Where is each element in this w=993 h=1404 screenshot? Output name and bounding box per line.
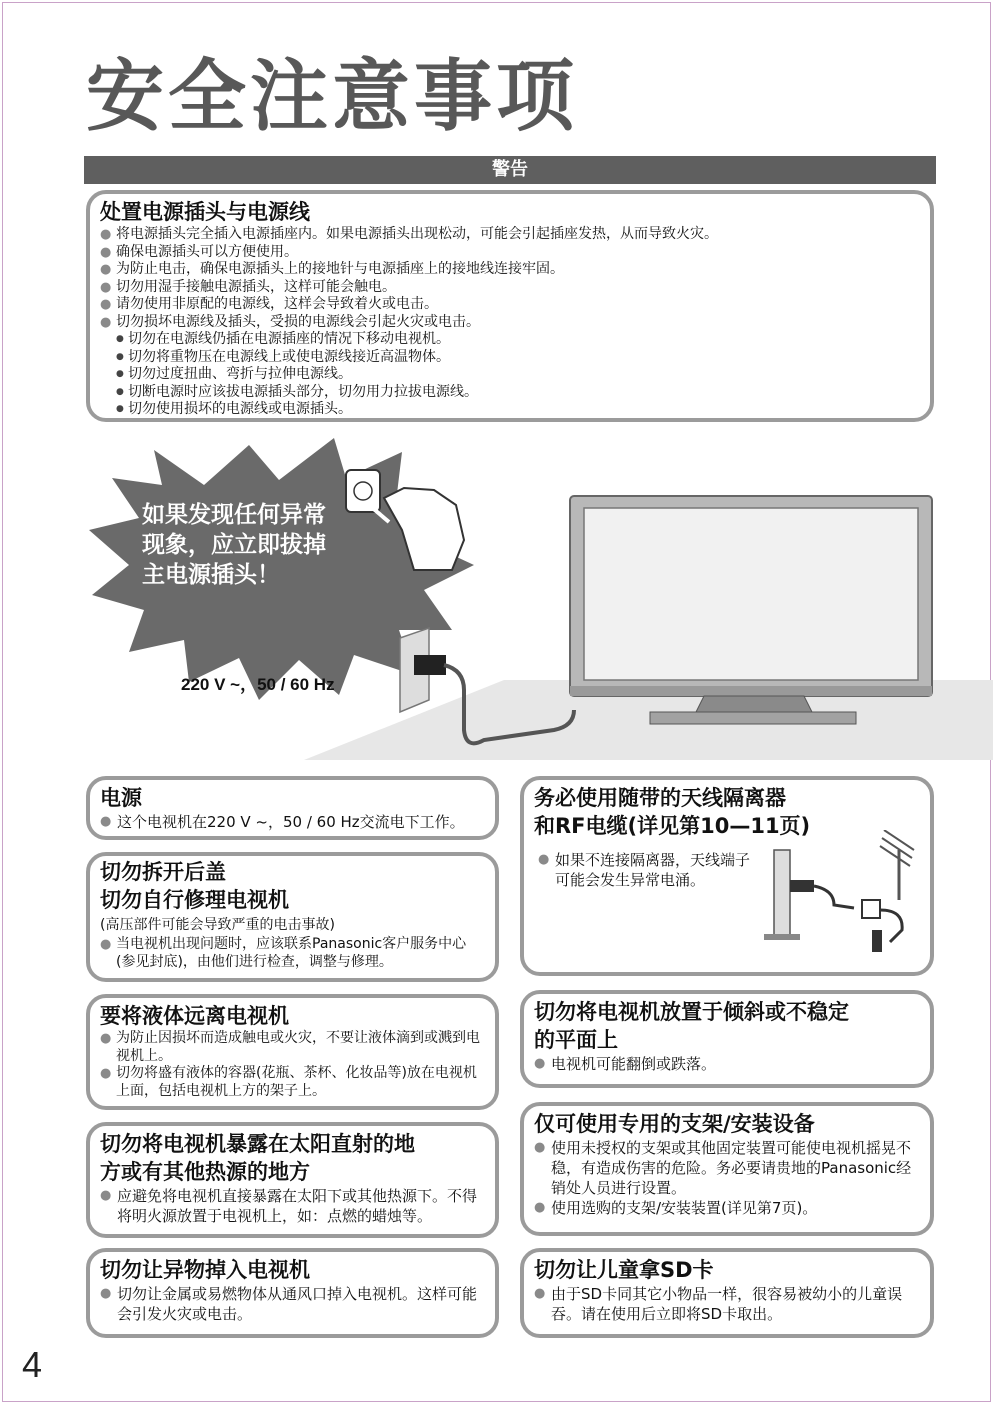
unstable-surface-box xyxy=(520,990,934,1088)
rf-cable xyxy=(814,886,854,908)
burst-line: 现象，应立即拔掉 xyxy=(142,532,326,558)
burst-line: 如果发现任何异常 xyxy=(142,502,326,528)
box-title: 电源 xyxy=(100,786,142,810)
voltage-label: 220 V ~，50 / 60 Hz xyxy=(181,675,335,694)
illustration-graphic xyxy=(84,430,993,770)
power-plug-title: 处置电源插头与电源线 xyxy=(100,200,310,224)
box-list xyxy=(534,1054,918,1074)
power-plug-list xyxy=(100,226,918,331)
list-item: ● 如果不连接隔离器，天线端子可能会发生异常电涌。 xyxy=(538,850,753,890)
antenna-icon xyxy=(880,830,914,866)
list-item: ● 这个电视机在220 V ~，50 / 60 Hz交流电下工作。 xyxy=(100,812,483,832)
sub-list-item: ● 切勿过度扭曲、弯折与拉伸电源线。 xyxy=(116,366,918,384)
list-item: ● 为防止因损坏而造成触电或火灾，不要让液体滴到或溅到电视机上。 xyxy=(100,1030,483,1065)
box-list xyxy=(534,1138,918,1218)
power-plug-box xyxy=(86,190,934,422)
box-title: 仅可使用专用的支架/安装设备 xyxy=(534,1112,815,1136)
sub-list-item: ● 切断电源时应该拔电源插头部分，切勿用力拉拔电源线。 xyxy=(116,384,918,402)
box-list xyxy=(100,1030,483,1100)
foreign-objects-box xyxy=(86,1248,499,1338)
box-title: 务必使用随带的天线隔离器 xyxy=(534,786,786,810)
antenna-diagram xyxy=(764,830,924,960)
box-list xyxy=(100,1186,483,1226)
no-disassembly-box xyxy=(86,852,499,982)
burst-warning-text xyxy=(142,500,372,590)
tv-screen xyxy=(584,508,918,680)
box-list xyxy=(100,812,483,832)
list-item: ● 电视机可能翻倒或跌落。 xyxy=(534,1054,918,1074)
page-number: 4 xyxy=(22,1344,43,1385)
sd-card-box xyxy=(520,1248,934,1338)
tv-illustration xyxy=(84,430,993,770)
plug-icon xyxy=(414,655,446,675)
tv-bottom-bezel xyxy=(570,686,932,696)
sub-list-item: ● 切勿将重物压在电源线上或使电源线接近高温物体。 xyxy=(116,349,918,367)
tv-side-base-icon xyxy=(764,934,800,940)
box-list xyxy=(538,850,753,890)
stand-mount-box xyxy=(520,1102,934,1236)
box-list xyxy=(534,1284,918,1324)
list-item: ● 确保电源插头可以方便使用。 xyxy=(100,244,918,262)
box-title: 切勿将电视机暴露在太阳直射的地 xyxy=(100,1132,415,1156)
isolator-icon xyxy=(862,900,880,918)
box-title: 切勿将电视机放置于倾斜或不稳定 xyxy=(534,1000,849,1024)
list-item: ● 切勿用湿手接触电源插头，这样可能会触电。 xyxy=(100,279,918,297)
sunlight-box xyxy=(86,1122,499,1238)
box-title: 切勿让异物掉入电视机 xyxy=(100,1258,310,1282)
tv-side-icon xyxy=(774,850,790,936)
list-item: ● 由于SD卡同其它小物品一样，很容易被幼小的儿童误吞。请在使用后立即将SD卡取出。 xyxy=(534,1284,918,1324)
list-item: ● 使用选购的支架/安装装置(详见第7页)。 xyxy=(534,1198,918,1218)
box-title: 切勿自行修理电视机 xyxy=(100,888,289,912)
plug-icon xyxy=(872,930,882,952)
list-item: ● 应避免将电视机直接暴露在太阳下或其他热源下。不得将明火源放置于电视机上，如：点燃的蜡烛等。 xyxy=(100,1186,483,1226)
antenna-cable xyxy=(880,910,902,942)
list-item: ● 将电源插头完全插入电源插座内。如果电源插头出现松动，可能会引起插座发热，从而导致火灾。 xyxy=(100,226,918,244)
list-item: ● 切勿让金属或易燃物体从通风口掉入电视机。这样可能会引发火灾或电击。 xyxy=(100,1284,483,1324)
box-title: 要将液体远离电视机 xyxy=(100,1004,289,1028)
tv-stand-base xyxy=(650,712,856,724)
list-item: ● 使用未授权的支架或其他固定装置可能使电视机摇晃不稳，有造成伤害的危险。务必要请贵地的Panasonic经销处人员进行设置。 xyxy=(534,1138,918,1198)
power-plug-sublist xyxy=(116,331,918,419)
list-item: ● 切勿将盛有液体的容器(花瓶、茶杯、化妆品等)放在电视机上面，包括电视机上方的架子上。 xyxy=(100,1065,483,1100)
box-title: 切勿拆开后盖 xyxy=(100,860,226,884)
page-title: 安全注意事项 xyxy=(86,52,579,142)
power-source-box xyxy=(86,776,499,840)
list-item: ● 请勿使用非原配的电源线，这样会导致着火或电击。 xyxy=(100,296,918,314)
box-list xyxy=(100,1284,483,1324)
list-item: ● 当电视机出现问题时，应该联系Panasonic客户服务中心(参见封底)，由他们进行检查，调整与修理。 xyxy=(100,936,483,971)
sub-list-item: ● 切勿在电源线仍插在电源插座的情况下移动电视机。 xyxy=(116,331,918,349)
box-list xyxy=(100,936,483,971)
antenna-isolator-box xyxy=(520,776,934,976)
warning-bar: 警告 xyxy=(84,156,936,184)
tv-stand xyxy=(696,696,812,712)
box-title: 切勿让儿童拿SD卡 xyxy=(534,1258,714,1282)
list-item: ● 切勿损坏电源线及插头，受损的电源线会引起火灾或电击。 xyxy=(100,314,918,332)
liquids-box xyxy=(86,994,499,1110)
box-title: 方或有其他热源的地方 xyxy=(100,1160,310,1184)
box-note: (高压部件可能会导致严重的电击事故) xyxy=(100,917,335,933)
connector-icon xyxy=(790,880,814,892)
antenna-text xyxy=(538,850,753,890)
box-title: 的平面上 xyxy=(534,1028,618,1052)
box-title: 和RF电缆(详见第10—11页) xyxy=(534,814,811,838)
list-item: ● 为防止电击，确保电源插头上的接地针与电源插座上的接地线连接牢固。 xyxy=(100,261,918,279)
burst-line: 主电源插头！ xyxy=(142,562,280,588)
sub-list-item: ● 切勿使用损坏的电源线或电源插头。 xyxy=(116,401,918,419)
